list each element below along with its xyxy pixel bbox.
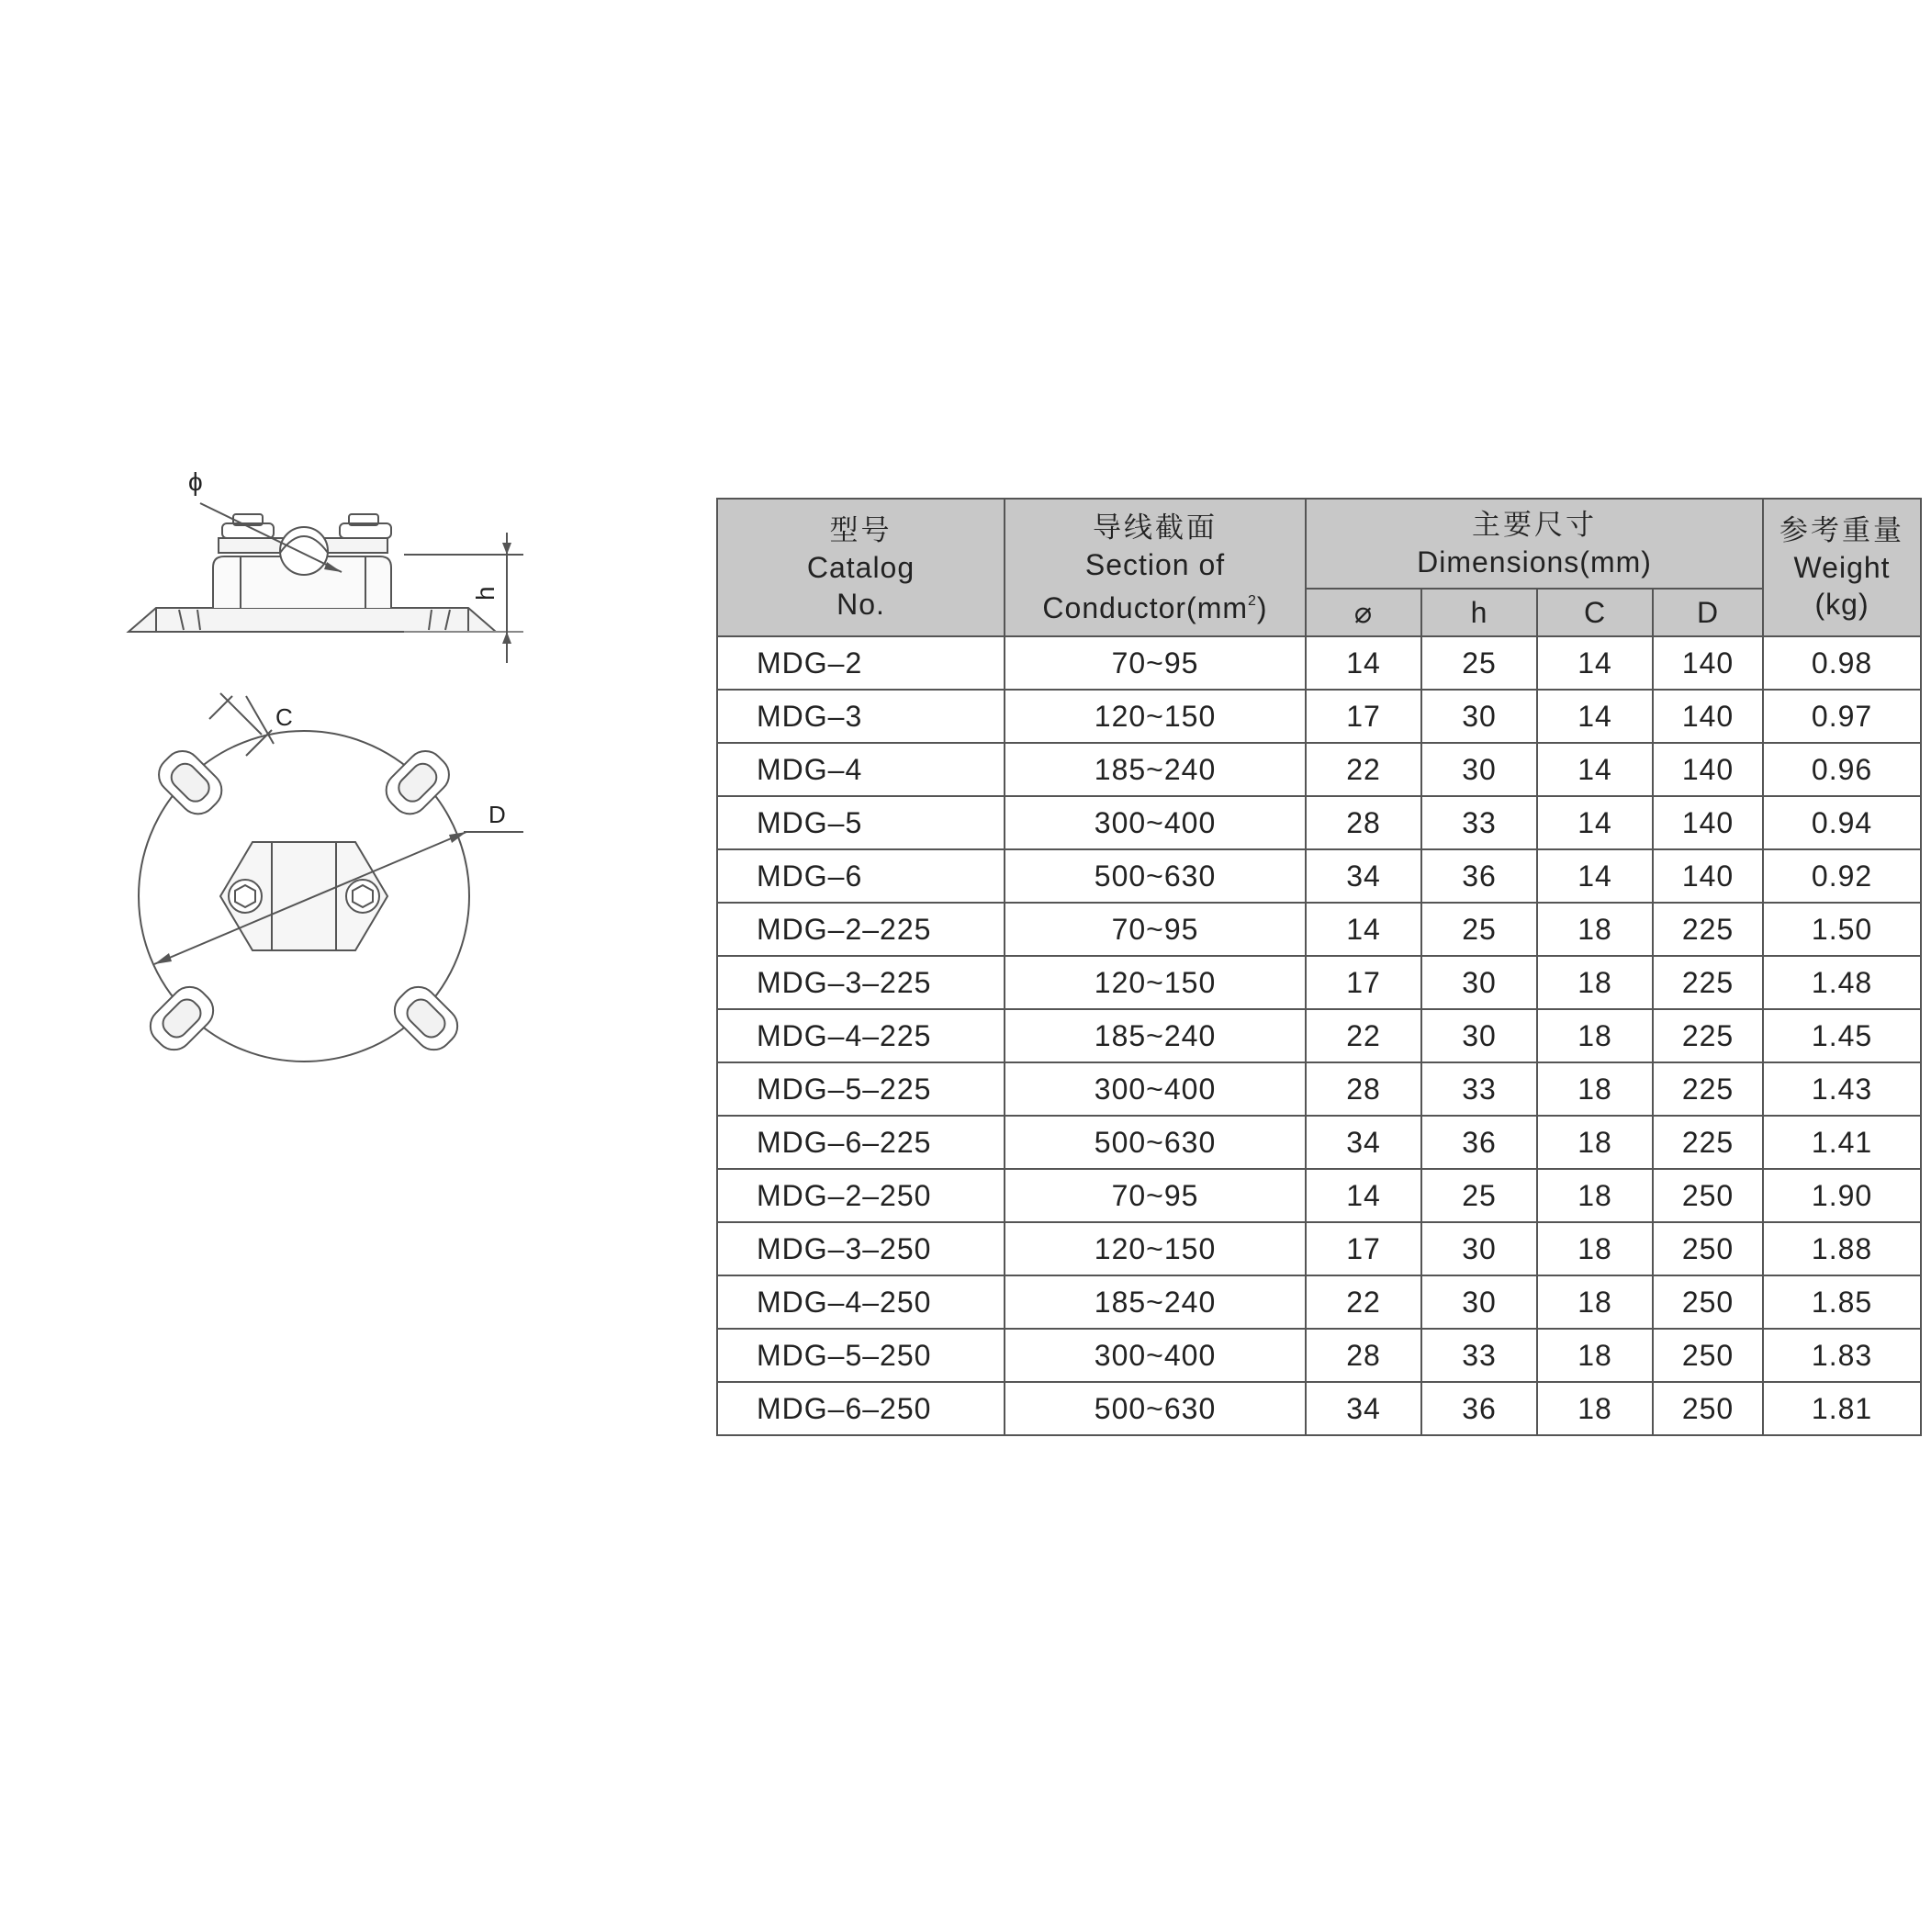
cell-c: 14 — [1537, 849, 1653, 903]
cell-h: 30 — [1421, 1275, 1537, 1329]
cell-catalog: MDG–5–250 — [717, 1329, 1005, 1382]
table-row — [717, 956, 1921, 1009]
cell-phi: 22 — [1306, 743, 1421, 796]
cell-catalog: MDG–2 — [717, 636, 1005, 690]
spec-table — [716, 498, 1922, 1436]
cell-weight: 1.41 — [1763, 1116, 1921, 1169]
cell-phi: 14 — [1306, 903, 1421, 956]
cell-phi: 34 — [1306, 849, 1421, 903]
cell-d: 140 — [1653, 743, 1763, 796]
cell-h: 33 — [1421, 1062, 1537, 1116]
cell-h: 25 — [1421, 636, 1537, 690]
table-row — [717, 690, 1921, 743]
header-dim-d: D — [1653, 589, 1763, 636]
cell-phi: 28 — [1306, 1329, 1421, 1382]
cell-catalog: MDG–3–250 — [717, 1222, 1005, 1275]
cell-catalog: MDG–3 — [717, 690, 1005, 743]
header-weight-en: Weight — [1793, 551, 1891, 584]
cell-phi: 34 — [1306, 1116, 1421, 1169]
header-weight — [1763, 499, 1921, 636]
technical-drawing — [0, 0, 698, 1932]
cell-h: 30 — [1421, 956, 1537, 1009]
cell-h: 33 — [1421, 1329, 1537, 1382]
cell-phi: 28 — [1306, 1062, 1421, 1116]
header-section — [1005, 499, 1306, 636]
cell-section: 500~630 — [1005, 849, 1306, 903]
cell-weight: 1.90 — [1763, 1169, 1921, 1222]
cell-weight: 0.94 — [1763, 796, 1921, 849]
cell-weight: 1.83 — [1763, 1329, 1921, 1382]
cell-h: 30 — [1421, 690, 1537, 743]
cell-catalog: MDG–5–225 — [717, 1062, 1005, 1116]
cell-section: 185~240 — [1005, 1275, 1306, 1329]
cell-phi: 17 — [1306, 690, 1421, 743]
header-dim-c: C — [1537, 589, 1653, 636]
cell-catalog: MDG–6–250 — [717, 1382, 1005, 1435]
cell-d: 225 — [1653, 1116, 1763, 1169]
cell-catalog: MDG–6–225 — [717, 1116, 1005, 1169]
cell-weight: 0.97 — [1763, 690, 1921, 743]
cell-d: 225 — [1653, 1062, 1763, 1116]
table-row — [717, 849, 1921, 903]
cell-weight: 1.43 — [1763, 1062, 1921, 1116]
cell-h: 25 — [1421, 903, 1537, 956]
table-row — [717, 743, 1921, 796]
h-label: h — [471, 586, 500, 601]
cell-weight: 1.45 — [1763, 1009, 1921, 1062]
cell-phi: 14 — [1306, 636, 1421, 690]
header-catalog-en: Catalog — [806, 551, 915, 584]
cell-phi: 22 — [1306, 1275, 1421, 1329]
header-catalog — [717, 499, 1005, 636]
d-label: D — [488, 801, 506, 828]
cell-weight: 1.81 — [1763, 1382, 1921, 1435]
cell-phi: 22 — [1306, 1009, 1421, 1062]
cell-d: 250 — [1653, 1275, 1763, 1329]
header-catalog-en2: No. — [836, 588, 885, 621]
cell-d: 140 — [1653, 849, 1763, 903]
header-dimensions — [1306, 499, 1763, 589]
cell-catalog: MDG–4–250 — [717, 1275, 1005, 1329]
header-section-close: ) — [1256, 590, 1268, 624]
top-view — [139, 731, 469, 1061]
table-row — [717, 1275, 1921, 1329]
cell-weight: 1.85 — [1763, 1275, 1921, 1329]
cell-d: 140 — [1653, 796, 1763, 849]
cell-h: 36 — [1421, 849, 1537, 903]
header-weight-unit: (kg) — [1814, 588, 1869, 621]
cell-c: 18 — [1537, 956, 1653, 1009]
cell-h: 36 — [1421, 1382, 1537, 1435]
header-section-en2 — [1005, 583, 1305, 626]
cell-catalog: MDG–5 — [717, 796, 1005, 849]
cell-weight: 0.92 — [1763, 849, 1921, 903]
cell-catalog: MDG–4 — [717, 743, 1005, 796]
cell-section: 120~150 — [1005, 956, 1306, 1009]
cell-section: 185~240 — [1005, 743, 1306, 796]
cell-section: 70~95 — [1005, 1169, 1306, 1222]
table-row — [717, 1382, 1921, 1435]
cell-d: 250 — [1653, 1222, 1763, 1275]
cell-catalog: MDG–6 — [717, 849, 1005, 903]
table-row — [717, 1062, 1921, 1116]
cell-section: 70~95 — [1005, 636, 1306, 690]
cell-h: 25 — [1421, 1169, 1537, 1222]
header-dim-phi: ⌀ — [1306, 589, 1421, 636]
cell-h: 36 — [1421, 1116, 1537, 1169]
cell-h: 33 — [1421, 796, 1537, 849]
header-dimensions-en: Dimensions(mm) — [1417, 545, 1652, 578]
cell-h: 30 — [1421, 1009, 1537, 1062]
cell-weight: 1.50 — [1763, 903, 1921, 956]
header-catalog-cn: 型号 — [829, 514, 893, 547]
cell-section: 300~400 — [1005, 1062, 1306, 1116]
cell-c: 14 — [1537, 743, 1653, 796]
cell-section: 300~400 — [1005, 796, 1306, 849]
cell-section: 500~630 — [1005, 1382, 1306, 1435]
cell-d: 250 — [1653, 1169, 1763, 1222]
cell-section: 120~150 — [1005, 1222, 1306, 1275]
table-row — [717, 1222, 1921, 1275]
cell-c: 18 — [1537, 1116, 1653, 1169]
cell-section: 120~150 — [1005, 690, 1306, 743]
cell-h: 30 — [1421, 1222, 1537, 1275]
cell-c: 18 — [1537, 1382, 1653, 1435]
header-weight-cn: 参考重量 — [1779, 514, 1905, 547]
phi-label: ϕ — [188, 467, 203, 496]
header-dimensions-cn: 主要尺寸 — [1472, 509, 1598, 542]
table-body — [717, 636, 1921, 1435]
c-label: C — [275, 703, 293, 731]
cell-catalog: MDG–3–225 — [717, 956, 1005, 1009]
cell-d: 225 — [1653, 1009, 1763, 1062]
header-section-cn: 导线截面 — [1093, 511, 1218, 545]
cell-c: 18 — [1537, 903, 1653, 956]
header-section-en: Section of — [1084, 547, 1226, 581]
spec-table-container — [716, 498, 1922, 1436]
cell-d: 250 — [1653, 1329, 1763, 1382]
table-row — [717, 1116, 1921, 1169]
table-row — [717, 1329, 1921, 1382]
cell-c: 18 — [1537, 1169, 1653, 1222]
table-row — [717, 636, 1921, 690]
cell-weight: 0.96 — [1763, 743, 1921, 796]
cell-phi: 28 — [1306, 796, 1421, 849]
cell-c: 14 — [1537, 796, 1653, 849]
cell-c: 14 — [1537, 690, 1653, 743]
cell-phi: 17 — [1306, 1222, 1421, 1275]
cell-d: 250 — [1653, 1382, 1763, 1435]
table-row — [717, 903, 1921, 956]
cell-c: 18 — [1537, 1275, 1653, 1329]
cell-phi: 14 — [1306, 1169, 1421, 1222]
header-section-sup: 2 — [1248, 592, 1257, 609]
cell-section: 185~240 — [1005, 1009, 1306, 1062]
cell-section: 300~400 — [1005, 1329, 1306, 1382]
table-row — [717, 796, 1921, 849]
cell-c: 14 — [1537, 636, 1653, 690]
table-row — [717, 1169, 1921, 1222]
cell-section: 70~95 — [1005, 903, 1306, 956]
header-section-en2-text: Conductor(mm — [1042, 590, 1249, 624]
cell-d: 140 — [1653, 690, 1763, 743]
cell-phi: 34 — [1306, 1382, 1421, 1435]
cell-catalog: MDG–2–225 — [717, 903, 1005, 956]
cell-d: 225 — [1653, 956, 1763, 1009]
cell-weight: 1.48 — [1763, 956, 1921, 1009]
cell-c: 18 — [1537, 1329, 1653, 1382]
header-dim-h: h — [1421, 589, 1537, 636]
cell-weight: 1.88 — [1763, 1222, 1921, 1275]
cell-c: 18 — [1537, 1222, 1653, 1275]
cell-catalog: MDG–2–250 — [717, 1169, 1005, 1222]
cell-c: 18 — [1537, 1009, 1653, 1062]
cell-catalog: MDG–4–225 — [717, 1009, 1005, 1062]
cell-c: 18 — [1537, 1062, 1653, 1116]
cell-d: 225 — [1653, 903, 1763, 956]
cell-section: 500~630 — [1005, 1116, 1306, 1169]
cell-h: 30 — [1421, 743, 1537, 796]
table-row — [717, 1009, 1921, 1062]
cell-weight: 0.98 — [1763, 636, 1921, 690]
cell-phi: 17 — [1306, 956, 1421, 1009]
side-view — [129, 514, 496, 632]
cell-d: 140 — [1653, 636, 1763, 690]
